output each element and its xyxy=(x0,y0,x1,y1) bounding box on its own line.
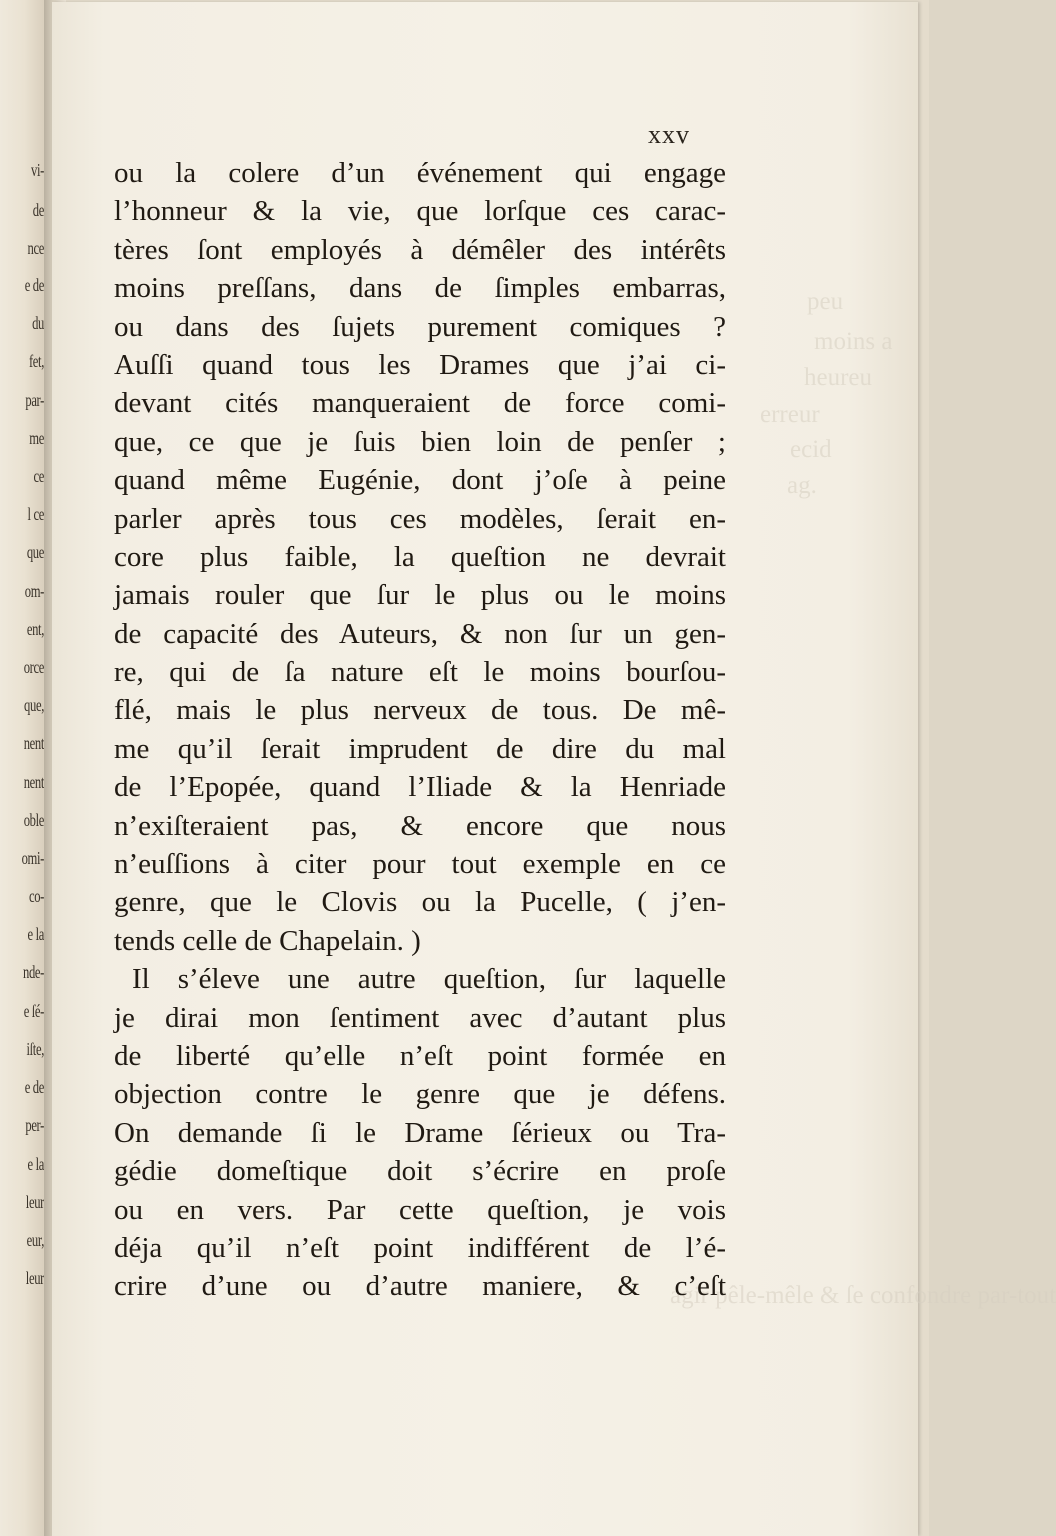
previous-page-fragment: nent xyxy=(23,772,44,792)
text-line: moins preſſans, dans de ſimples embarras, xyxy=(114,272,726,305)
text-line: re, qui de ſa nature eſt le moins bourſou- xyxy=(114,656,726,689)
text-line: que, ce que je ſuis bien loin de penſer ; xyxy=(114,425,726,458)
previous-page-fragment: de xyxy=(32,200,44,220)
text-line: gédie domeſtique doit s’écrire en proſe xyxy=(114,1155,726,1188)
text-line: Auſſi quand tous les Drames que j’ai ci- xyxy=(114,348,726,381)
text-line: jamais rouler que ſur le plus ou le moins xyxy=(114,579,726,612)
previous-page-fragment: eur, xyxy=(26,1230,44,1250)
previous-page-fragment: e de xyxy=(24,275,44,295)
previous-page-fragment: du xyxy=(32,313,44,333)
show-through-text: erreur xyxy=(760,401,820,428)
show-through-text: agir pêle-mêle & ſe confondre par-tout xyxy=(670,1282,1056,1309)
previous-page-fragment: ent, xyxy=(26,619,44,639)
show-through-text: heureu xyxy=(804,364,873,391)
previous-page-fragment: leur xyxy=(25,1268,44,1288)
text-line: core plus faible, la queſtion ne devrait xyxy=(114,540,726,573)
previous-page-fragment: me xyxy=(29,428,44,448)
page-body xyxy=(114,154,726,1306)
previous-page-fragment: que, xyxy=(24,695,44,715)
previous-page-fragment: l ce xyxy=(27,504,44,524)
text-line: tères ſont employés à démêler des intérêts xyxy=(114,233,726,266)
previous-page-fragment: oble xyxy=(23,810,44,830)
previous-page-fragment: e ſé- xyxy=(23,1001,44,1021)
text-line: On demande ſi le Drame ſérieux ou Tra- xyxy=(114,1116,726,1149)
paragraph-end-line: tends celle de Chapelain. ) xyxy=(114,924,421,957)
previous-page-fragment: nent xyxy=(23,733,44,753)
previous-page-fragment: omi- xyxy=(21,848,44,868)
text-line: genre, que le Clovis ou la Pucelle, ( j’en- xyxy=(114,886,726,919)
text-line: ou dans des ſujets purement comiques ? xyxy=(114,310,726,343)
previous-page-fragment: vi- xyxy=(31,160,44,180)
previous-page-fragment: co- xyxy=(28,886,44,906)
previous-page-fragment: e de xyxy=(24,1077,44,1097)
previous-page-fragment: per- xyxy=(25,1115,44,1135)
previous-page-fragment: nde- xyxy=(23,962,44,982)
book-page xyxy=(52,2,1056,1536)
text-line: devant cités manqueraient de force comi- xyxy=(114,387,726,420)
text-line: de l’Epopée, quand l’Iliade & la Henriade xyxy=(114,771,726,804)
text-line: ou la colere d’un événement qui engage xyxy=(114,157,726,189)
text-line: parler après tous ces modèles, ſerait en- xyxy=(114,502,726,535)
text-line: ou en vers. Par cette queſtion, je vois xyxy=(114,1193,726,1226)
show-through-text: moins a xyxy=(814,328,893,355)
text-line: me qu’il ſerait imprudent de dire du mal xyxy=(114,732,726,765)
show-through-text: ag. xyxy=(787,472,817,499)
previous-page-fragment: leur xyxy=(25,1192,44,1212)
text-line: crire d’une ou d’autre maniere, & c’eſt xyxy=(114,1270,726,1303)
previous-page-edge xyxy=(0,0,44,1536)
previous-page-fragment: que xyxy=(26,542,44,562)
previous-page-fragment: e la xyxy=(27,1154,44,1174)
paragraph-start-line: Il s’éleve une autre queſtion, ſur laquelle xyxy=(132,963,726,996)
text-line: quand même Eugénie, dont j’oſe à peine xyxy=(114,464,726,497)
text-line: déja qu’il n’eſt point indifférent de l’é- xyxy=(114,1231,726,1264)
text-line: objection contre le genre que je défens. xyxy=(114,1078,726,1111)
text-line: n’exiſteraient pas, & encore que nous xyxy=(114,809,726,842)
previous-page-fragment: orce xyxy=(23,657,44,677)
text-line: je dirai mon ſentiment avec d’autant plus xyxy=(114,1001,726,1034)
text-line: de liberté qu’elle n’eſt point formée en xyxy=(114,1039,726,1072)
show-through-text: peu xyxy=(807,288,844,315)
previous-page-fragment: iſte, xyxy=(26,1039,44,1059)
previous-page-fragment: nce xyxy=(27,238,44,258)
previous-page-fragment: om- xyxy=(24,581,44,601)
text-line: l’honneur & la vie, que lorſque ces carac- xyxy=(114,195,726,228)
previous-page-fragment: e la xyxy=(27,924,44,944)
previous-page-fragment: par- xyxy=(25,390,44,410)
show-through-text: ecid xyxy=(790,436,832,463)
text-line: n’euſſions à citer pour tout exemple en ce xyxy=(114,848,726,881)
page-number: xxv xyxy=(648,120,690,149)
previous-page-fragment: ce xyxy=(33,466,44,486)
text-line: de capacité des Auteurs, & non ſur un gen- xyxy=(114,617,726,650)
previous-page-fragment: fet, xyxy=(28,351,44,371)
text-line: flé, mais le plus nerveux de tous. De mê- xyxy=(114,694,726,727)
